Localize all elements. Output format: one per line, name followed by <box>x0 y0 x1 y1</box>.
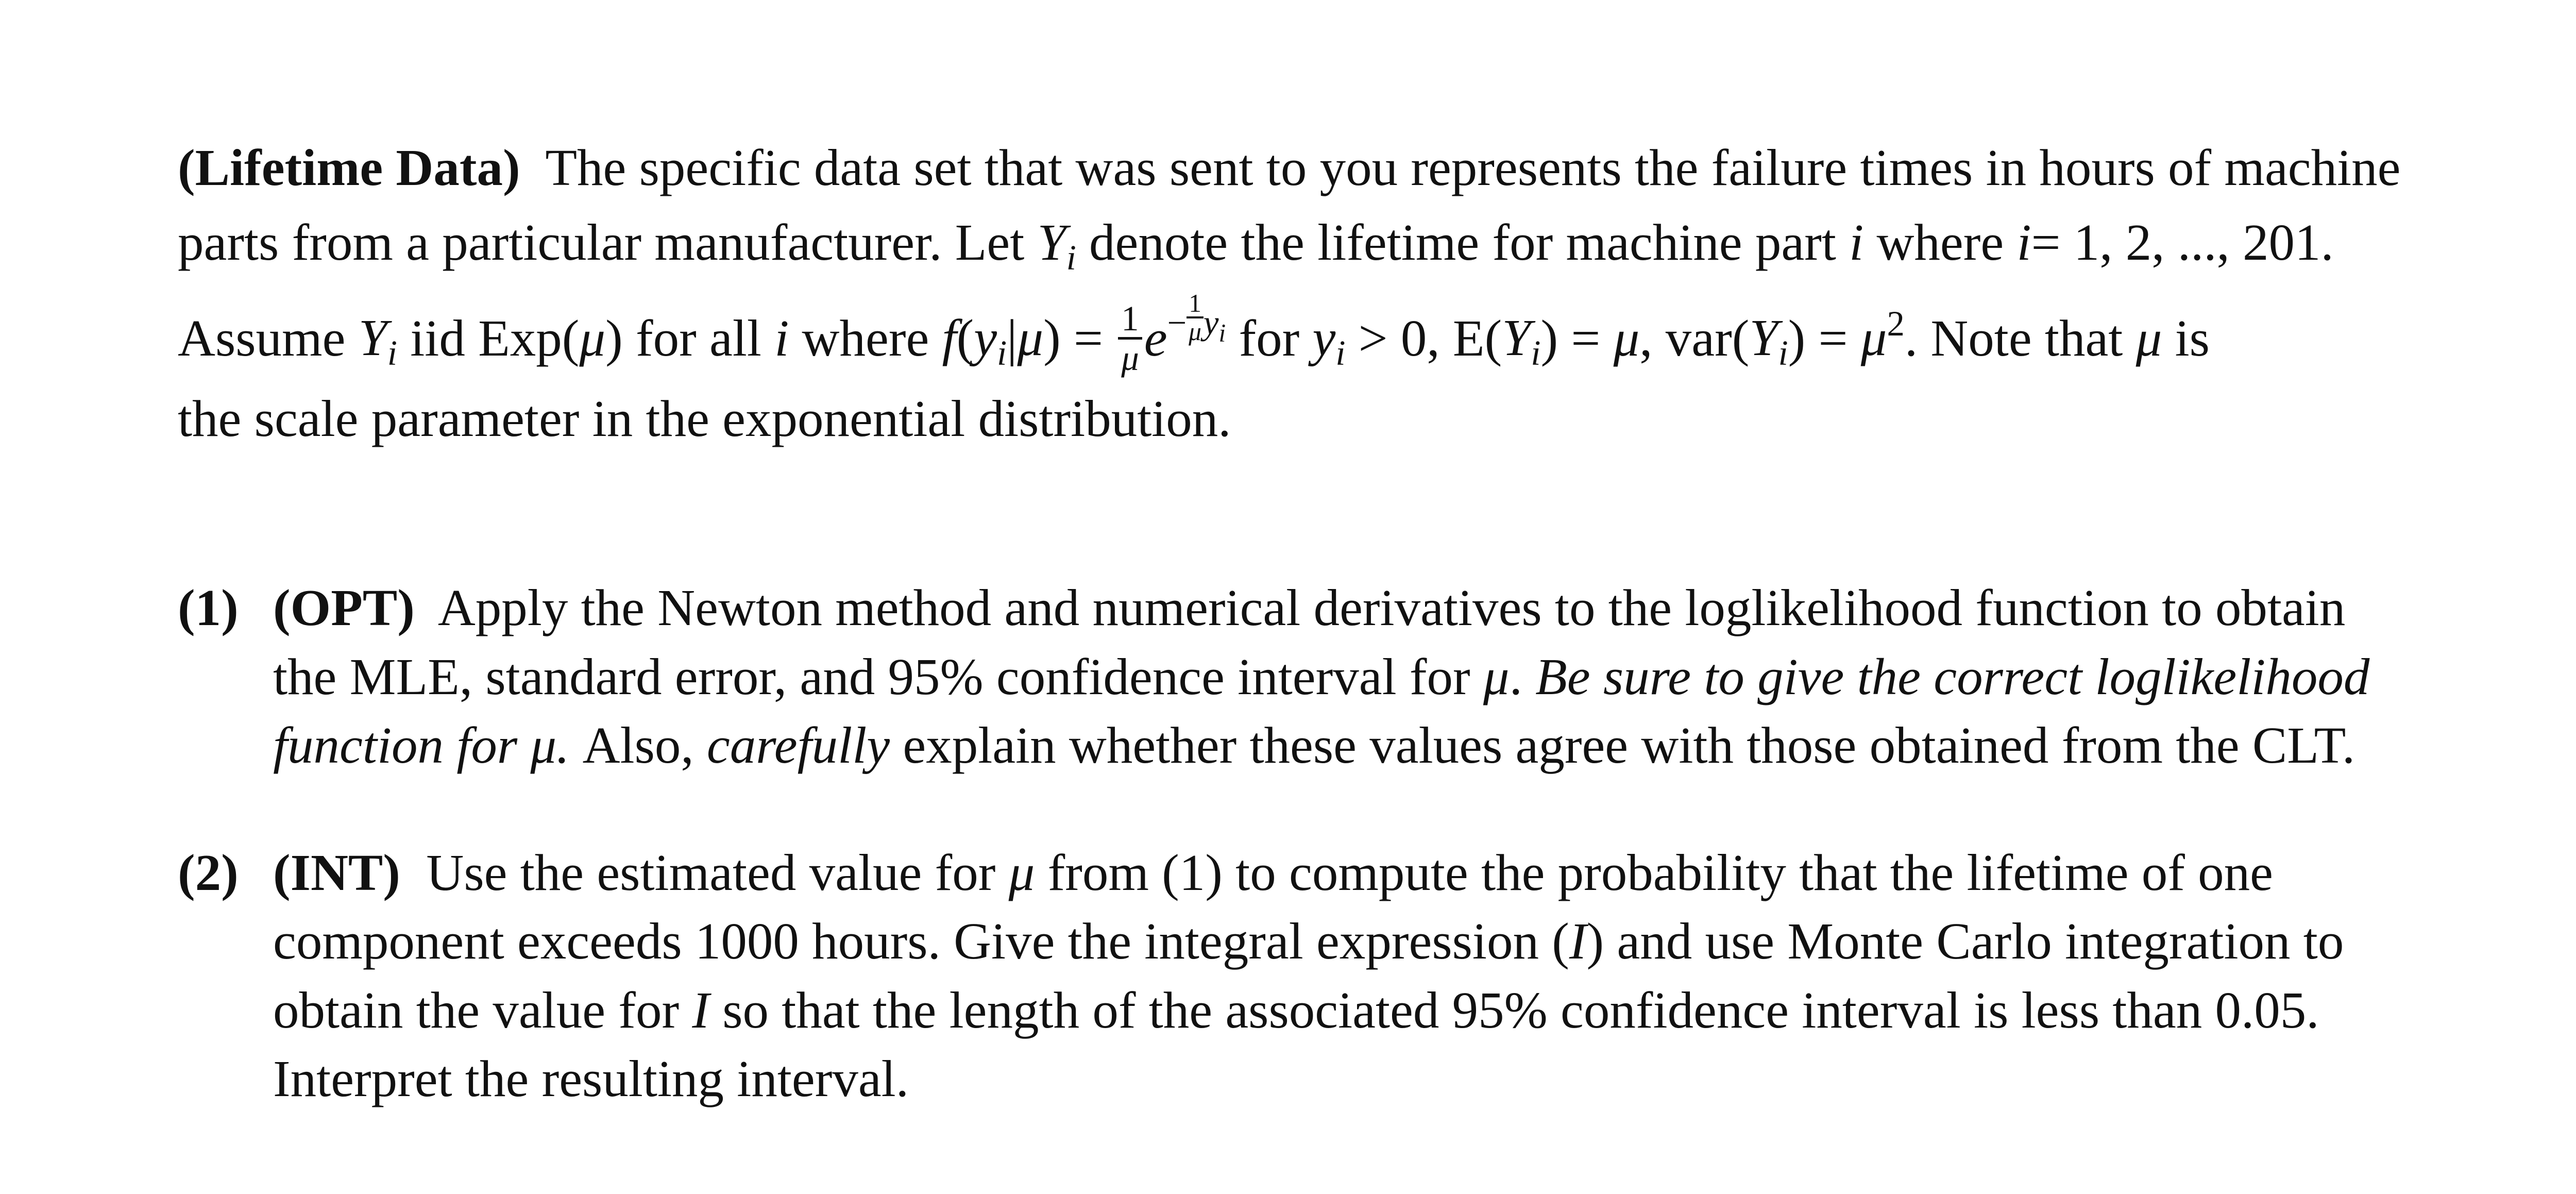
intro-line-4: the scale parameter in the exponential distribution. <box>178 390 1231 448</box>
question-tag: (OPT) <box>273 579 415 637</box>
question-tag: (INT) <box>273 844 400 902</box>
intro-line-1: (Lifetime Data) The specific data set that was sent to you represents the failure times in hours of machine <box>178 139 2401 196</box>
density-formula: $f(y_i|\mu)$ <box>942 309 1061 373</box>
document-page <box>178 135 2576 1112</box>
question-1: (1) (OPT) Apply the Newton method and numerical derivatives to the loglikelihood function to obtain the MLE, standard error, and 95% confidence interval for μ. Be sure to give the correct loglikelihood function for μ. Also, carefully explain whether these values agree with those obtained from the CLT. <box>178 575 2576 778</box>
question-list <box>178 575 2576 1112</box>
question-number: (2) <box>178 844 239 902</box>
intro-heading: (Lifetime Data) <box>178 139 520 196</box>
math-Y-i: $Y_i$ <box>1037 213 1076 278</box>
exponent: − $\frac{1}{\mu}$ $y_i$ <box>1167 289 1226 347</box>
intro-line-3: Assume $Y_i$ iid Exp(μ) for all i where $f(y_i|\mu)$ = $\frac{1}{\mu}$ e− $\frac{1}{\mu}$ $y_i$ for $y_i > 0$, $E(Y_i) = \mu$, $var(Y_i) = \mu^2$. Note that μ is <box>178 289 2210 378</box>
question-number: (1) <box>178 579 239 637</box>
question-2: (2) (INT) Use the estimated value for μ from (1) to compute the probability that the lifetime of one component exceeds 1000 hours. Give the integral expression (I) and use Monte Carlo integration to obtain the value for I so that the length of the associated 95% confidence interval is less than 0.05. Interpret the resulting interval. <box>178 840 2576 1112</box>
intro-line-2: parts from a particular manufacturer. Let $Y_i$ denote the lifetime for machine part i where i= 1, 2, ..., 201. <box>178 213 2334 278</box>
fraction-one-over-mu: $\frac{1}{\mu}$ <box>1118 300 1142 377</box>
intro-paragraph <box>178 135 2576 451</box>
